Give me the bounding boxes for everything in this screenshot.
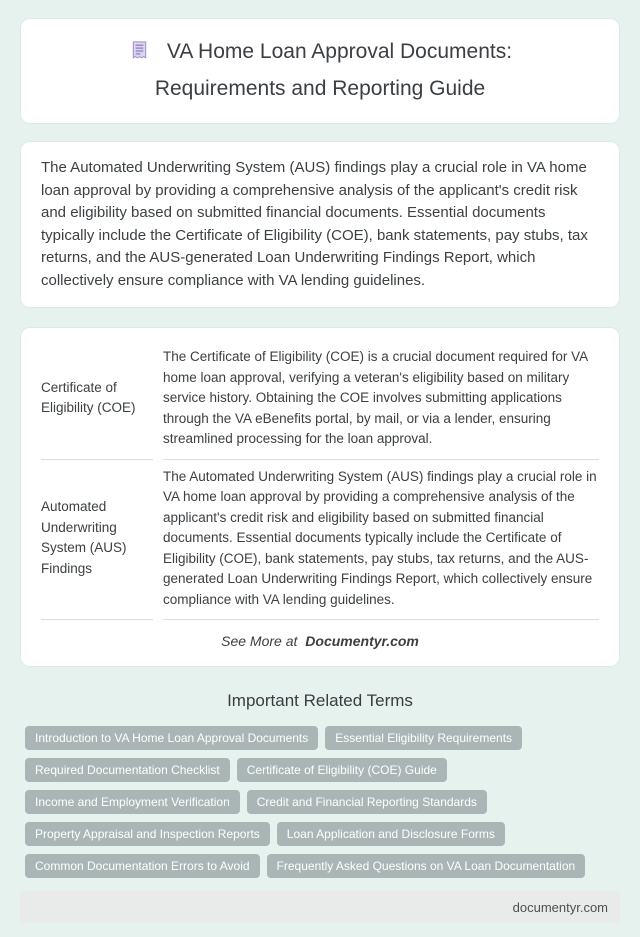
footer-site-link[interactable]: documentyr.com [512, 899, 608, 915]
see-more-brand-link[interactable]: Documentyr.com [305, 633, 419, 649]
related-term-tag-eligibility[interactable]: Essential Eligibility Requirements [325, 726, 522, 750]
page-title [98, 35, 543, 105]
description-cell: The Automated Underwriting System (AUS) findings play a crucial role in VA home loan approval by providing a comprehensive analysis of the applicant's credit risk and eligibility based on submitted financial documents. Essential documents typically include the Certificate of Eligibility (COE), bank statements, pay stubs, tax returns, and the AUS-generated Loan Underwriting Findings Report, which collectively ensure compliance with VA lending guidelines. [163, 460, 599, 621]
related-term-tag-appraisal-reports[interactable]: Property Appraisal and Inspection Reports [25, 822, 270, 846]
related-terms-heading: Important Related Terms [227, 691, 413, 710]
table-row [41, 460, 599, 621]
related-term-tag-common-errors[interactable]: Common Documentation Errors to Avoid [25, 854, 260, 878]
terms-table [31, 340, 609, 620]
terms-table-card [20, 327, 620, 667]
see-more-text: See More at [221, 633, 298, 649]
header-card [20, 18, 620, 124]
footer-bar [20, 891, 620, 923]
table-row [41, 340, 599, 460]
page-title-text: VA Home Loan Approval Documents: Requirements and Reporting Guide [154, 40, 513, 100]
related-term-tag-intro[interactable]: Introduction to VA Home Loan Approval Documents [25, 726, 318, 750]
related-terms-list [25, 726, 620, 878]
intro-card [20, 141, 620, 308]
related-term-tag-credit-standards[interactable]: Credit and Financial Reporting Standards [247, 790, 487, 814]
description-cell: The Certificate of Eligibility (COE) is a crucial document required for VA home loan approval, verifying a veteran's eligibility based on military service history. Obtaining the COE involves submitting applications through the VA eBenefits portal, by mail, or via a lender, ensuring streamlined processing for the loan approval. [163, 340, 599, 460]
term-cell: Automated Underwriting System (AUS) Findings [41, 460, 153, 621]
related-term-tag-faq[interactable]: Frequently Asked Questions on VA Loan Documentation [267, 854, 586, 878]
related-term-tag-checklist[interactable]: Required Documentation Checklist [25, 758, 230, 782]
related-term-tag-disclosure-forms[interactable]: Loan Application and Disclosure Forms [277, 822, 505, 846]
see-more-line [31, 633, 609, 649]
intro-paragraph: The Automated Underwriting System (AUS) findings play a crucial role in VA home loan approval by providing a comprehensive analysis of the applicant's credit risk and eligibility based on submitted financial documents. Essential documents typically include the Certificate of Eligibility (COE), bank statements, pay stubs, tax returns, and the AUS-generated Loan Underwriting Findings Report, which collectively ensure compliance with VA lending guidelines. [41, 159, 588, 289]
related-term-tag-coe-guide[interactable]: Certificate of Eligibility (COE) Guide [237, 758, 447, 782]
receipt-icon [128, 39, 151, 72]
related-term-tag-income-verification[interactable]: Income and Employment Verification [25, 790, 240, 814]
term-cell: Certificate of Eligibility (COE) [41, 340, 153, 460]
